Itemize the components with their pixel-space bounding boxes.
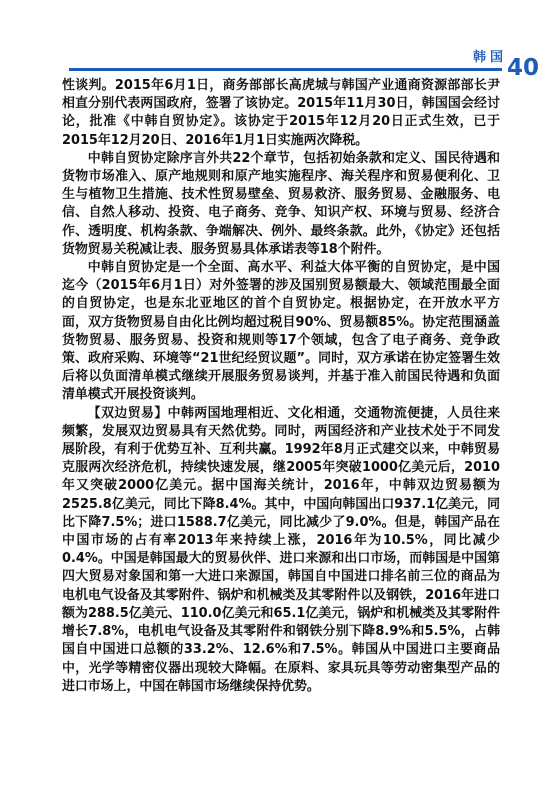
paragraph-bilateral-trade: 【双边贸易】中韩两国地理相近、文化相通，交通物流便捷，人员往来频繁，发展双边贸易具有天然优势。同时，两国经济和产业技术处于不同发展阶段，有利于优势互补、互利共赢。1992年8月正式建交以来，中韩贸易克服两次经济危机，持续快速发展，继2005年突破1000亿美元后，2010年又突破2000亿美元。据中国海关统计，2016年，中韩双边贸易额为2525.8亿美元，同比下降8.4%。其中，中国向韩国出口937.1亿美元，同比下降7.5%；进口1588.7亿美元，同比减少了9.0%。但是，韩国产品在中国市场的占有率2013年来持续上涨，2016年为10.5%，同比减少0.4%。中国是韩国最大的贸易伙伴、进口来源和出口市场，而韩国是中国第四大贸易对象国和第一大进口来源国，韩国自中国进口排名前三位的商品为电机电气设备及其零附件、锅炉和机械类及其零附件以及钢铁，2016年进口额为288.5亿美元、110.0亿美元和65.1亿美元，锅炉和机械类及其零附件增长7.8%，电机电气设备及其零附件和钢铁分别下降8.9%和5.5%，占韩国自中国进口总额的33.2%、12.6%和7.5%。韩国从中国进口主要商品中，光学等精密仪器出现较大降幅。在原料、家具玩具等劳动密集型产品的进口市场上，中国在韩国市场继续保持优势。: [62, 405, 500, 694]
paragraph-fta-summary: 中韩自贸协定是一个全面、高水平、利益大体平衡的自贸协定，是中国迄今（2015年6月1日）对外签署的涉及国别贸易额最大、领域范围最全面的自贸协定，也是东北亚地区的首个自贸协定。根据协定，在开放水平方面，双方货物贸易自由化比例均超过税目90%、贸易额85%。协定范围涵盖货物贸易、服务贸易、投资和规则等17个领域，包含了电子商务、竞争政策、政府采购、环境等“21世纪经贸议题”。同时，双方承诺在协定签署生效后将以负面清单模式继续开展服务贸易谈判，并基于准入前国民待遇和负面清单模式开展投资谈判。: [62, 260, 500, 403]
paragraph-continuation: 性谈判。2015年6月1日，商务部部长高虎城与韩国产业通商资源部部长尹相直分别代表两国政府，签署了该协定。2015年11月30日，韩国国会经讨论，批准《中韩自贸协定》。该协定于2015年12月20日正式生效，已于2015年12月20日、2016年1月1日实施两次降税。: [62, 78, 500, 148]
body-text: [62, 77, 500, 696]
page-number: 40: [507, 55, 540, 81]
header-divider: [69, 68, 502, 71]
running-header-country: 韩国: [473, 50, 508, 65]
paragraph-chapters: 中韩自贸协定除序言外共22个章节，包括初始条款和定义、国民待遇和货物市场准入、原产地规则和原产地实施程序、海关程序和贸易便利化、卫生与植物卫生措施、技术性贸易壁垒、贸易救济、服务贸易、金融服务、电信、自然人移动、投资、电子商务、竞争、知识产权、环境与贸易、经济合作、透明度、机构条款、争端解决、例外、最终条款。此外，《协定》还包括货物贸易关税减让表、服务贸易具体承诺表等18个附件。: [62, 150, 500, 257]
